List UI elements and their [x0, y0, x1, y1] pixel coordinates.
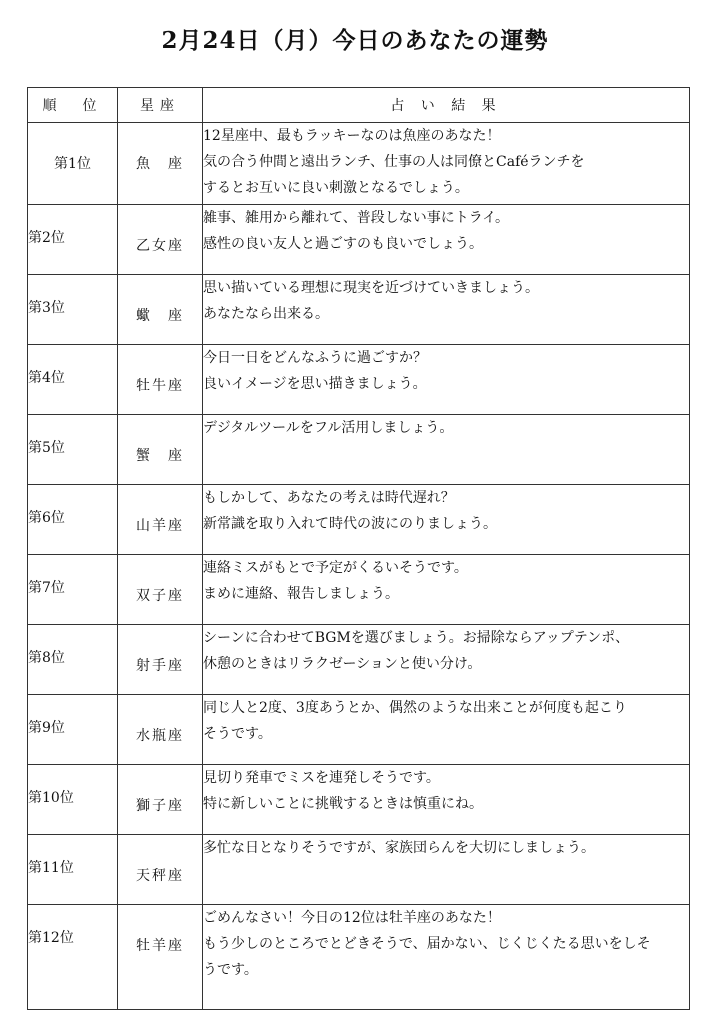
rank-label: 第11位	[28, 860, 74, 876]
table-row	[28, 485, 690, 555]
result-line: 連絡ミスがもとで予定がくるいそうです。	[203, 560, 468, 576]
result-line: そうです。	[203, 726, 272, 742]
sign-cell	[118, 625, 203, 695]
zodiac-sign-label: 双子座	[136, 588, 184, 604]
header-sign: 星座	[118, 88, 203, 123]
result-line: 特に新しいことに挑戦するときは慎重にね。	[203, 796, 483, 812]
zodiac-sign-label: 射手座	[136, 658, 184, 674]
table-row	[28, 275, 690, 345]
page-title: 2月24日（月）今日のあなたの運勢	[161, 27, 549, 54]
result-line: 思い描いている理想に現実を近づけていきましょう。	[203, 280, 539, 296]
rank-label: 第5位	[28, 440, 65, 456]
sign-cell	[118, 415, 203, 485]
table-row	[28, 345, 690, 415]
table-row	[28, 765, 690, 835]
rank-cell	[28, 275, 118, 345]
result-cell	[203, 123, 690, 205]
result-line: 同じ人と2度、3度あうとか、偶然のような出来ことが何度も起こり	[203, 700, 627, 716]
result-line: 12星座中、最もラッキーなのは魚座のあなた！	[203, 128, 501, 144]
rank-label: 第2位	[28, 230, 65, 246]
rank-cell	[28, 765, 118, 835]
result-line: 今日一日をどんなふうに過ごすか？	[203, 350, 427, 366]
rank-label: 第9位	[28, 720, 65, 736]
zodiac-sign-label: 蟹 座	[136, 448, 184, 464]
rank-label: 第6位	[28, 510, 65, 526]
result-cell	[203, 695, 690, 765]
result-line: もう少しのところでとどきそうで、届かない、じくじくたる思いをしそ	[203, 936, 651, 952]
result-cell	[203, 625, 690, 695]
zodiac-sign-label: 蠍 座	[136, 308, 184, 324]
zodiac-sign-label: 獅子座	[136, 798, 184, 814]
rank-label: 第4位	[28, 370, 65, 386]
rank-cell	[28, 415, 118, 485]
rank-cell	[28, 625, 118, 695]
result-cell	[203, 765, 690, 835]
result-line: 気の合う仲間と遠出ランチ、仕事の人は同僚とCaféランチを	[203, 154, 585, 170]
result-line: ごめんなさい！今日の12位は牡羊座のあなた！	[203, 910, 501, 926]
header-result: 占 い 結 果	[203, 88, 690, 123]
result-cell	[203, 485, 690, 555]
zodiac-sign-label: 天秤座	[136, 868, 184, 884]
rank-cell	[28, 123, 118, 205]
table-row	[28, 555, 690, 625]
zodiac-sign-label: 山羊座	[136, 518, 184, 534]
table-header-row	[28, 88, 690, 123]
result-line: シーンに合わせてBGMを選びましょう。お掃除ならアップテンポ、	[203, 630, 630, 646]
sign-cell	[118, 485, 203, 555]
result-cell	[203, 345, 690, 415]
sign-cell	[118, 835, 203, 905]
rank-cell	[28, 835, 118, 905]
result-line: 新常識を取り入れて時代の波にのりましょう。	[203, 516, 497, 532]
table-row	[28, 625, 690, 695]
fortune-table	[27, 87, 690, 1010]
table-row	[28, 835, 690, 905]
rank-cell	[28, 345, 118, 415]
result-cell	[203, 555, 690, 625]
zodiac-sign-label: 牡牛座	[136, 378, 184, 394]
rank-cell	[28, 485, 118, 555]
sign-cell	[118, 205, 203, 275]
result-line: 多忙な日となりそうですが、家族団らんを大切にしましょう。	[203, 840, 595, 856]
sign-cell	[118, 123, 203, 205]
result-line: デジタルツールをフル活用しましょう。	[203, 420, 454, 436]
result-line: もしかして、あなたの考えは時代遅れ？	[203, 490, 455, 506]
sign-cell	[118, 555, 203, 625]
result-line: するとお互いに良い刺激となるでしょう。	[203, 180, 469, 196]
result-line: 感性の良い友人と過ごすのも良いでしょう。	[203, 236, 483, 252]
rank-label: 第1位	[54, 156, 91, 172]
result-line: 休憩のときはリラクゼーションと使い分け。	[203, 656, 482, 672]
zodiac-sign-label: 乙女座	[136, 238, 184, 254]
zodiac-sign-label: 水瓶座	[136, 728, 184, 744]
rank-label: 第3位	[28, 300, 65, 316]
result-cell	[203, 275, 690, 345]
sign-cell	[118, 275, 203, 345]
result-cell	[203, 835, 690, 905]
sign-cell	[118, 905, 203, 1010]
table-row	[28, 123, 690, 205]
rank-label: 第10位	[28, 790, 74, 806]
table-row	[28, 415, 690, 485]
result-cell	[203, 415, 690, 485]
rank-cell	[28, 555, 118, 625]
result-cell	[203, 905, 690, 1010]
rank-label: 第7位	[28, 580, 65, 596]
rank-label: 第8位	[28, 650, 65, 666]
result-line: 良いイメージを思い描きましょう。	[203, 376, 427, 392]
table-row	[28, 695, 690, 765]
result-cell	[203, 205, 690, 275]
rank-cell	[28, 205, 118, 275]
result-line: まめに連絡、報告しましょう。	[203, 586, 399, 602]
zodiac-sign-label: 牡羊座	[136, 938, 184, 954]
table-row	[28, 905, 690, 1010]
sign-cell	[118, 345, 203, 415]
result-line: 雑事、雑用から離れて、普段しない事にトライ。	[203, 210, 510, 226]
rank-label: 第12位	[28, 930, 74, 946]
header-rank: 順 位	[28, 88, 118, 123]
rank-cell	[28, 695, 118, 765]
result-line: うです。	[203, 962, 258, 978]
result-line: 見切り発車でミスを連発しそうです。	[203, 770, 440, 786]
result-line: あなたなら出来る。	[203, 306, 329, 322]
zodiac-sign-label: 魚 座	[136, 156, 184, 172]
sign-cell	[118, 765, 203, 835]
rank-cell	[28, 905, 118, 1010]
sign-cell	[118, 695, 203, 765]
table-row	[28, 205, 690, 275]
